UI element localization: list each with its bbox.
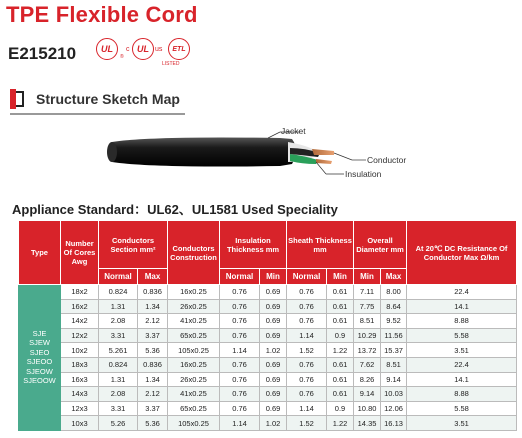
- table-cell: 26x0.25: [168, 299, 220, 314]
- table-row: [19, 314, 517, 329]
- table-cell: 16x2: [61, 299, 99, 314]
- subheader-max: Max: [138, 269, 168, 285]
- table-row: [19, 343, 517, 358]
- table-cell: 0.836: [138, 285, 168, 300]
- table-cell: 8.26: [354, 372, 381, 387]
- table-cell: 0.76: [220, 387, 260, 402]
- table-cell: 65x0.25: [168, 401, 220, 416]
- table-cell: 0.69: [260, 285, 287, 300]
- page-title: TPE Flexible Cord: [6, 2, 198, 27]
- c-mark: c: [126, 46, 130, 53]
- table-cell: 10.03: [381, 387, 407, 402]
- cable-structure-diagram: [0, 120, 522, 195]
- table-cell: 1.31: [99, 299, 138, 314]
- table-cell: 2.08: [99, 387, 138, 402]
- table-cell: 22.4: [407, 357, 517, 372]
- product-code: E215210: [8, 44, 77, 63]
- table-cell: 1.02: [260, 416, 287, 431]
- table-cell: 0.76: [220, 328, 260, 343]
- table-cell: 9.14: [354, 387, 381, 402]
- table-cell: 16.13: [381, 416, 407, 431]
- table-cell: 1.14: [220, 343, 260, 358]
- table-cell: 1.31: [99, 372, 138, 387]
- table-cell: 0.824: [99, 357, 138, 372]
- table-cell: 3.51: [407, 416, 517, 431]
- table-cell: 3.31: [99, 328, 138, 343]
- table-cell: 105x0.25: [168, 343, 220, 358]
- table-cell: 0.76: [220, 357, 260, 372]
- table-cell: 0.76: [287, 299, 327, 314]
- section-marker-icon: [10, 89, 26, 109]
- table-cell: 9.52: [381, 314, 407, 329]
- table-cell: 1.14: [287, 401, 327, 416]
- table-cell: 5.36: [138, 416, 168, 431]
- table-cell: 0.76: [220, 314, 260, 329]
- cul-mark-icon: UL: [132, 38, 154, 60]
- subheader-normal: Normal: [287, 269, 327, 285]
- table-cell: 18x3: [61, 357, 99, 372]
- table-cell: 9.14: [381, 372, 407, 387]
- subheader-max: Max: [381, 269, 407, 285]
- table-cell: 0.76: [220, 401, 260, 416]
- table-cell: 0.9: [327, 401, 354, 416]
- cable-illustration: [0, 120, 522, 190]
- table-cell: 1.14: [287, 328, 327, 343]
- table-cell: 8.00: [381, 285, 407, 300]
- table-row: [19, 372, 517, 387]
- table-cell: 8.51: [381, 357, 407, 372]
- conductor-copper: [312, 149, 334, 155]
- subheader-normal: Normal: [220, 269, 260, 285]
- table-cell: 41x0.25: [168, 314, 220, 329]
- table-cell: 7.62: [354, 357, 381, 372]
- subheader-min: Min: [327, 269, 354, 285]
- table-cell: 1.52: [287, 416, 327, 431]
- spec-table: [18, 220, 517, 431]
- section-divider: [10, 113, 185, 115]
- table-cell: 16x3: [61, 372, 99, 387]
- section-heading: [10, 89, 180, 109]
- table-cell: 1.02: [260, 343, 287, 358]
- table-cell: 12x2: [61, 328, 99, 343]
- table-cell: 2.12: [138, 387, 168, 402]
- table-cell: 0.76: [287, 285, 327, 300]
- table-cell: 12x3: [61, 401, 99, 416]
- subheader-normal: Normal: [99, 269, 138, 285]
- table-cell: 3.37: [138, 328, 168, 343]
- header-insulation: Insulation Thickness mm: [220, 221, 287, 269]
- table-row: [19, 416, 517, 431]
- ul-mark-icon: UL: [96, 38, 118, 60]
- table-cell: 13.72: [354, 343, 381, 358]
- table-row: [19, 299, 517, 314]
- table-cell: 5.58: [407, 328, 517, 343]
- table-row: [19, 285, 517, 300]
- table-cell: 3.31: [99, 401, 138, 416]
- table-cell: 14x2: [61, 314, 99, 329]
- table-cell: 65x0.25: [168, 328, 220, 343]
- table-cell: 0.61: [327, 387, 354, 402]
- table-cell: 16x0.25: [168, 357, 220, 372]
- table-cell: 0.76: [287, 372, 327, 387]
- header-resistance: At 20℃ DC Resistance Of Conductor Max Ω/km: [407, 221, 517, 285]
- table-cell: 11.56: [381, 328, 407, 343]
- table-cell: 22.4: [407, 285, 517, 300]
- us-mark: us: [155, 46, 163, 53]
- table-cell: 0.76: [220, 372, 260, 387]
- table-cell: 7.11: [354, 285, 381, 300]
- table-cell: 0.69: [260, 387, 287, 402]
- header-diameter: Overall Diameter mm: [354, 221, 407, 269]
- table-cell: 14.35: [354, 416, 381, 431]
- table-cell: 1.22: [327, 416, 354, 431]
- table-cell: 14x3: [61, 387, 99, 402]
- table-cell: 0.76: [287, 357, 327, 372]
- table-cell: 0.69: [260, 328, 287, 343]
- table-cell: 26x0.25: [168, 372, 220, 387]
- table-cell: 1.34: [138, 299, 168, 314]
- table-cell: 0.69: [260, 372, 287, 387]
- table-cell: 0.69: [260, 299, 287, 314]
- registered-mark: ®: [120, 54, 124, 60]
- table-cell: 10x3: [61, 416, 99, 431]
- table-cell: 2.08: [99, 314, 138, 329]
- table-cell: 10.80: [354, 401, 381, 416]
- table-cell: 5.26: [99, 416, 138, 431]
- table-cell: 8.64: [381, 299, 407, 314]
- table-cell: 0.69: [260, 357, 287, 372]
- table-cell: 8.88: [407, 314, 517, 329]
- header-section: Conductors Section mm²: [99, 221, 168, 269]
- appliance-standard: Appliance Standard：UL62、UL1581 Used Speciality: [12, 202, 338, 217]
- table-cell: 14.1: [407, 299, 517, 314]
- table-cell: 105x0.25: [168, 416, 220, 431]
- table-row: [19, 357, 517, 372]
- table-cell: 3.37: [138, 401, 168, 416]
- table-cell: 0.61: [327, 285, 354, 300]
- table-cell: 5.58: [407, 401, 517, 416]
- header-cores: Number Of Cores Awg: [61, 221, 99, 285]
- table-cell: 1.52: [287, 343, 327, 358]
- jacket-shape: [108, 138, 296, 167]
- etl-listed-label: LISTED: [162, 61, 180, 67]
- table-cell: 5.36: [138, 343, 168, 358]
- table-row: [19, 328, 517, 343]
- spec-table-body: [19, 285, 517, 431]
- subheader-min: Min: [354, 269, 381, 285]
- table-cell: 18x2: [61, 285, 99, 300]
- header-sheath: Sheath Thickness mm: [287, 221, 354, 269]
- table-cell: 1.34: [138, 372, 168, 387]
- table-cell: 0.61: [327, 357, 354, 372]
- table-cell: 16x0.25: [168, 285, 220, 300]
- table-cell: 0.76: [220, 285, 260, 300]
- table-cell: 0.9: [327, 328, 354, 343]
- header-construction: Conductors Construction: [168, 221, 220, 285]
- table-cell: 0.61: [327, 299, 354, 314]
- subheader-min: Min: [260, 269, 287, 285]
- table-cell: 15.37: [381, 343, 407, 358]
- table-cell: 0.824: [99, 285, 138, 300]
- table-cell: 8.51: [354, 314, 381, 329]
- table-cell: 8.88: [407, 387, 517, 402]
- table-row: [19, 387, 517, 402]
- table-cell: 0.61: [327, 372, 354, 387]
- table-cell: 0.61: [327, 314, 354, 329]
- type-cell: SJE SJEW SJEO SJEOO SJEOW SJEOOW: [19, 285, 61, 431]
- table-cell: 0.76: [220, 299, 260, 314]
- table-cell: 14.1: [407, 372, 517, 387]
- table-cell: 0.69: [260, 314, 287, 329]
- header-type: Type: [19, 221, 61, 285]
- jacket-label: Jacket: [281, 126, 306, 136]
- table-cell: 0.76: [287, 314, 327, 329]
- table-cell: 10.29: [354, 328, 381, 343]
- insulation-label: Insulation: [345, 169, 382, 179]
- table-cell: 7.75: [354, 299, 381, 314]
- conductor-label: Conductor: [367, 155, 407, 165]
- table-cell: 0.76: [287, 387, 327, 402]
- table-cell: 5.261: [99, 343, 138, 358]
- etl-mark-icon: ETL: [168, 38, 190, 60]
- table-cell: 12.06: [381, 401, 407, 416]
- table-cell: 41x0.25: [168, 387, 220, 402]
- section-title: Structure Sketch Map: [36, 91, 180, 107]
- table-cell: 1.14: [220, 416, 260, 431]
- table-cell: 3.51: [407, 343, 517, 358]
- table-row: [19, 401, 517, 416]
- table-cell: 2.12: [138, 314, 168, 329]
- table-cell: 1.22: [327, 343, 354, 358]
- table-cell: 0.836: [138, 357, 168, 372]
- table-cell: 10x2: [61, 343, 99, 358]
- table-cell: 0.69: [260, 401, 287, 416]
